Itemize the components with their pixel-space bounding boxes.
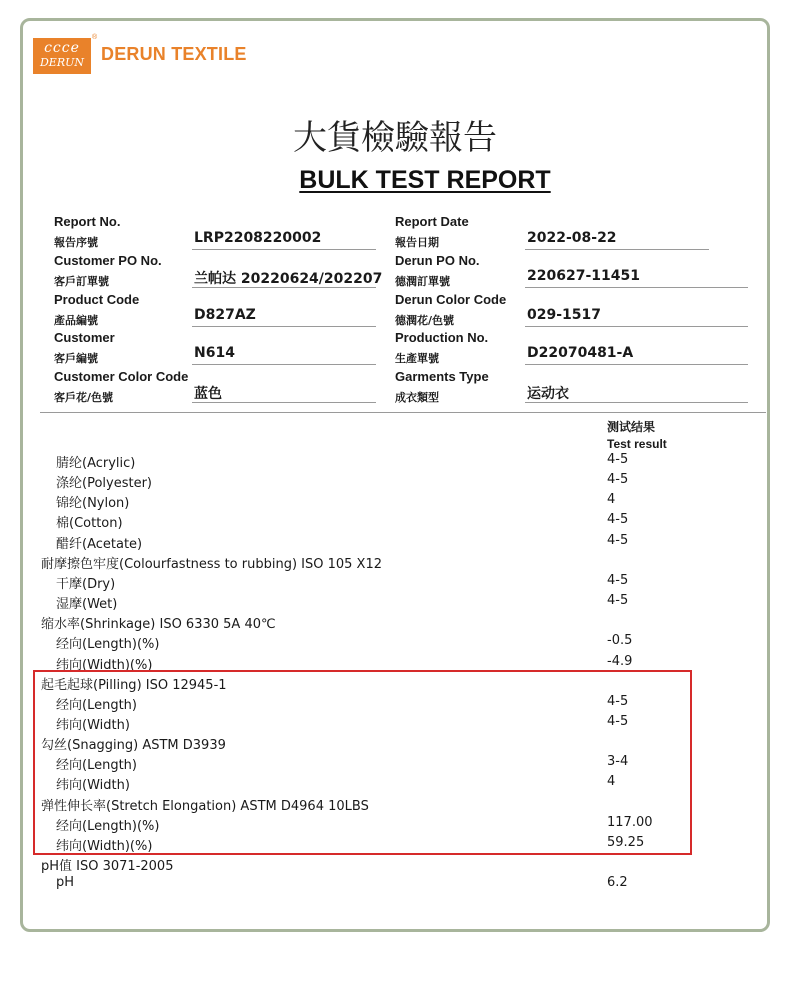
brand-name: DERUN TEXTILE — [101, 44, 247, 64]
product-code-value: D827AZ — [194, 307, 256, 323]
production-no-value: D22070481-A — [527, 345, 634, 361]
test-item-value: 4-5 — [607, 573, 629, 588]
test-section-label: 耐摩擦色牢度(Colourfastness to rubbing) ISO 105 X12 — [41, 557, 383, 572]
production-no-label: Production No. — [395, 330, 489, 345]
test-item-value: 4-5 — [607, 593, 629, 608]
report-date-value: 2022-08-22 — [527, 230, 617, 246]
test-item-label: 经向(Length)(%) — [56, 637, 160, 652]
derun-po-label-cn: 德潤訂單號 — [395, 275, 450, 288]
report-no-label: Report No. — [54, 214, 121, 229]
test-item-label: 锦纶(Nylon) — [56, 496, 130, 511]
derun-po-label: Derun PO No. — [395, 253, 480, 268]
highlight-box — [33, 670, 692, 855]
test-section-label: 勾丝(Snagging) ASTM D3939 — [41, 738, 226, 753]
test-result-header-en: Test result — [607, 437, 667, 451]
test-item-value: -4.9 — [607, 654, 633, 669]
test-item-value: 6.2 — [607, 875, 628, 890]
customer-po-value: 兰帕达 20220624/202207 — [194, 271, 383, 287]
test-item-label: pH — [56, 875, 75, 890]
test-item-label: 经向(Length) — [56, 698, 137, 713]
test-section-label: 弹性伸长率(Stretch Elongation) ASTM D4964 10LBS — [41, 799, 369, 814]
derun-color-label-cn: 德潤花/色號 — [395, 314, 455, 327]
logo-script: DERUN — [39, 56, 85, 69]
report-no-label-cn: 報告序號 — [54, 236, 98, 249]
test-item-label: 纬向(Width) — [56, 778, 130, 793]
registered-mark: ® — [92, 34, 98, 41]
test-item-label: 棉(Cotton) — [56, 516, 123, 531]
customer-label: Customer — [54, 330, 115, 345]
test-section-label: pH值 ISO 3071-2005 — [41, 859, 174, 874]
customer-color-label-cn: 客戶花/色號 — [54, 391, 114, 404]
test-section-label: 起毛起球(Pilling) ISO 12945-1 — [41, 678, 227, 693]
test-item-value: 4-5 — [607, 512, 629, 527]
derun-color-label: Derun Color Code — [395, 292, 507, 307]
report-date-label: Report Date — [395, 214, 469, 229]
test-item-label: 醋纤(Acetate) — [56, 537, 143, 552]
logo-swirl: ccce — [44, 40, 80, 56]
test-item-label: 纬向(Width)(%) — [56, 658, 153, 673]
test-item-value: 4-5 — [607, 694, 629, 709]
garments-type-label: Garments Type — [395, 369, 489, 384]
test-item-value: 4 — [607, 774, 616, 789]
customer-value: N614 — [194, 345, 235, 361]
test-item-value: 3-4 — [607, 754, 629, 769]
test-item-label: 涤纶(Polyester) — [56, 476, 152, 491]
report-title-english: BULK TEST REPORT — [299, 166, 551, 194]
test-section-label: 缩水率(Shrinkage) ISO 6330 5A 40℃ — [41, 617, 276, 632]
test-item-value: -0.5 — [607, 633, 633, 648]
test-item-label: 干摩(Dry) — [56, 577, 116, 592]
garments-type-label-cn: 成衣類型 — [395, 391, 439, 404]
test-item-label: 纬向(Width) — [56, 718, 130, 733]
garments-type-value: 运动衣 — [527, 386, 569, 402]
test-item-value: 59.25 — [607, 835, 645, 850]
report-no-value: LRP2208220002 — [194, 230, 322, 246]
customer-po-label-cn: 客戶訂單號 — [54, 275, 109, 288]
product-code-label-cn: 產品編號 — [54, 314, 98, 327]
customer-color-label: Customer Color Code — [54, 369, 189, 384]
test-item-label: 腈纶(Acrylic) — [56, 456, 136, 471]
test-item-label: 纬向(Width)(%) — [56, 839, 153, 854]
test-item-value: 4 — [607, 492, 616, 507]
test-item-value: 4-5 — [607, 452, 629, 467]
product-code-label: Product Code — [54, 292, 140, 307]
report-date-label-cn: 報告日期 — [395, 236, 439, 249]
section-divider — [40, 412, 766, 413]
test-item-value: 117.00 — [607, 815, 653, 830]
test-item-label: 经向(Length)(%) — [56, 819, 160, 834]
customer-label-cn: 客戶編號 — [54, 352, 98, 365]
derun-po-value: 220627-11451 — [527, 268, 640, 284]
test-item-value: 4-5 — [607, 714, 629, 729]
customer-po-label: Customer PO No. — [54, 253, 162, 268]
derun-logo-icon — [33, 38, 91, 74]
derun-color-value: 029-1517 — [527, 307, 601, 323]
report-title-chinese: 大貨檢驗報告 — [293, 118, 497, 158]
customer-color-value: 蓝色 — [194, 386, 222, 402]
test-item-value: 4-5 — [607, 533, 629, 548]
test-item-value: 4-5 — [607, 472, 629, 487]
test-item-label: 湿摩(Wet) — [56, 597, 118, 612]
test-item-label: 经向(Length) — [56, 758, 137, 773]
test-result-header-cn: 测试结果 — [607, 420, 656, 434]
production-no-label-cn: 生產單號 — [395, 352, 439, 365]
